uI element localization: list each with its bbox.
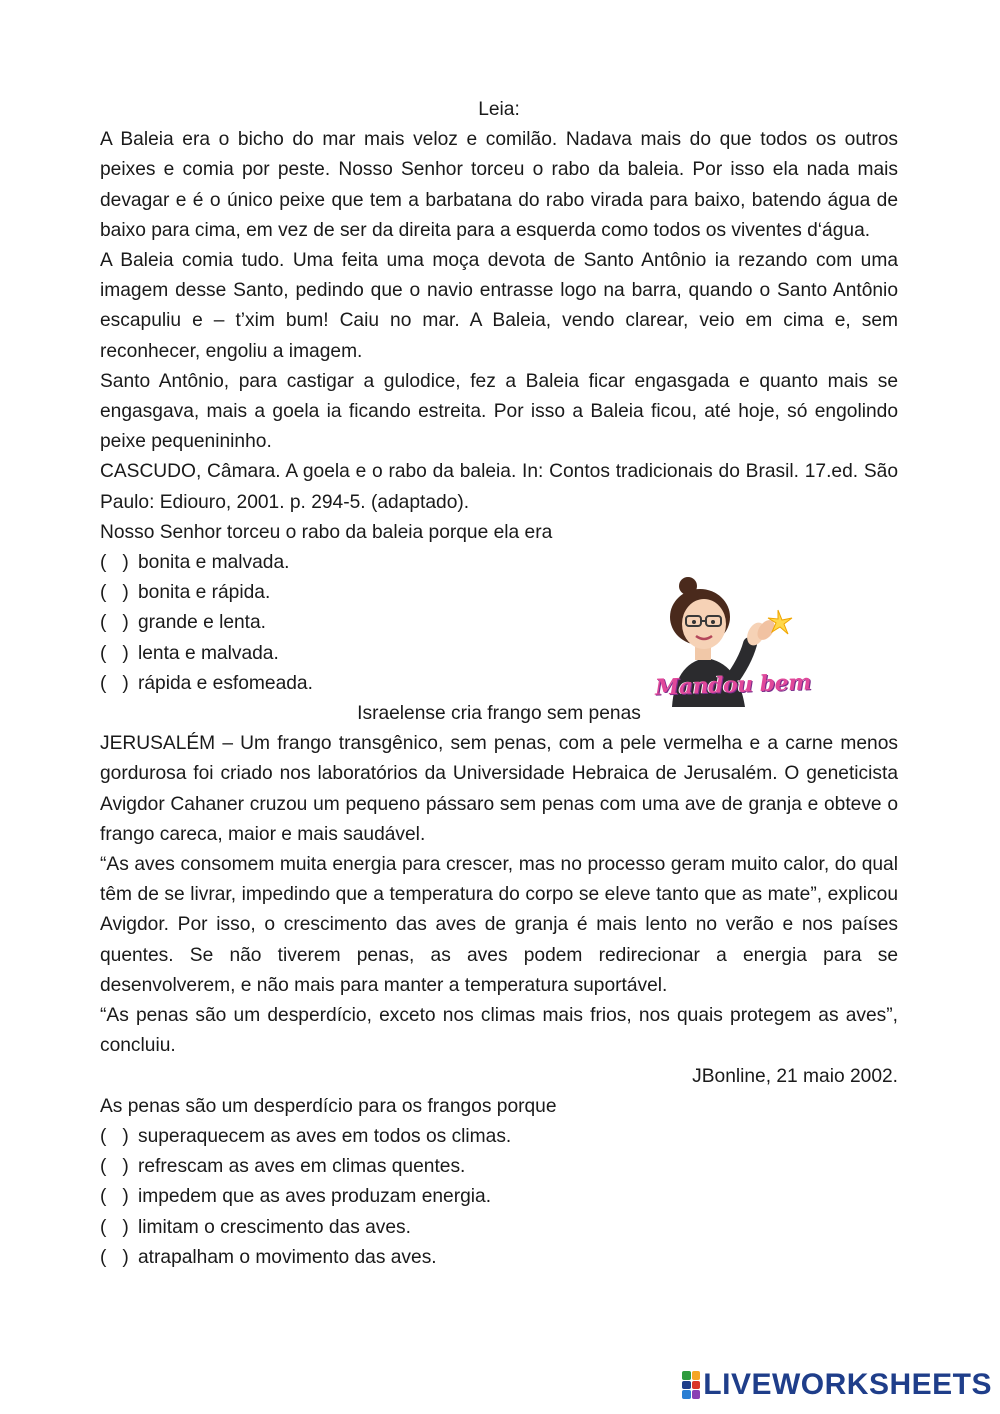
option-label: lenta e malvada. [138,642,279,664]
question-1: Nosso Senhor torceu o rabo da baleia porque ela era [100,521,553,543]
q2-option-1[interactable] [100,1122,898,1152]
checkbox-marker[interactable]: ( ) [100,1156,129,1178]
checkbox-marker[interactable]: ( ) [100,1216,129,1238]
option-label: atrapalham o movimento das aves. [138,1246,437,1268]
whale-paragraph-2: A Baleia comia tudo. Uma feita uma moça devota de Santo Antônio ia rezando com uma imagem desse Santo, pedindo que o navio entrasse logo na barra, quando o Santo Antônio escapuliu e – t’xim bum! Caiu no mar. A Baleia, vendo clarear, veio em cima e, sem reconhecer, engoliu a imagem. [100,250,898,362]
q2-option-4[interactable] [100,1213,898,1243]
heading-leia: Leia: [478,99,520,120]
option-label: limitam o crescimento das aves. [138,1216,411,1238]
checkbox-marker[interactable]: ( ) [100,672,129,694]
option-label: superaquecem as aves em todos os climas. [138,1125,512,1147]
checkbox-marker[interactable]: ( ) [100,1125,129,1147]
chicken-paragraph-2: “As aves consomem muita energia para crescer, mas no processo geram muito calor, do qual têm de se livrar, impedindo que a temperatura do corpo se eleve tanto que as mate”, explicou Avigdor. Por isso, o crescimento das aves de granja é mais lento no verão e nos países quentes. Se não tiverem penas, as aves podem redirecionar a energia para se desenvolverem, e não mais para manter a temperatura suportável. [100,854,898,996]
q2-option-5[interactable] [100,1243,898,1273]
brand-name: LIVEWORKSHEETS [703,1368,992,1401]
option-label: grande e lenta. [138,612,267,634]
article-title: Israelense cria frango sem penas [357,703,641,725]
checkbox-marker[interactable]: ( ) [100,1246,129,1268]
option-label: rápida e esfomeada. [138,672,313,694]
q2-option-2[interactable] [100,1152,898,1182]
checkbox-marker[interactable]: ( ) [100,582,129,604]
sticker-label: Mandou bem [654,669,812,701]
checkbox-marker[interactable]: ( ) [100,612,129,634]
liveworksheets-logo[interactable] [682,1368,992,1402]
option-label: bonita e rápida. [138,582,271,604]
checkbox-marker[interactable]: ( ) [100,552,129,574]
checkbox-marker[interactable]: ( ) [100,642,129,664]
option-label: impedem que as aves produzam energia. [138,1186,492,1208]
question-2: As penas são um desperdício para os frangos porque [100,1095,557,1117]
option-label: bonita e malvada. [138,552,290,574]
option-label: refrescam as aves em climas quentes. [138,1156,466,1178]
chicken-paragraph-3: “As penas são um desperdício, exceto nos climas mais frios, nos quais protegem as aves”, concluiu. [100,1005,898,1057]
q2-option-3[interactable] [100,1182,898,1212]
whale-paragraph-1: A Baleia era o bicho do mar mais veloz e comilão. Nadava mais do que todos os outros peixes e comia por peste. Nosso Senhor torceu o rabo da baleia. Por isso ela nada mais devagar e é o único peixe que tem a barbatana do rabo virada para baixo, batendo água de baixo para cima, em vez de ser da direita para a esquerda como todos os viventes d‘água. [100,129,898,241]
whale-citation: CASCUDO, Câmara. A goela e o rabo da baleia. In: Contos tradicionais do Brasil. 17.ed. São Paulo: Ediouro, 2001. p. 294-5. (adaptado). [100,461,898,513]
brand-grid-icon [682,1371,700,1399]
checkbox-marker[interactable]: ( ) [100,1186,129,1208]
article-source: JBonline, 21 maio 2002. [692,1065,898,1087]
chicken-paragraph-1: JERUSALÉM – Um frango transgênico, sem penas, com a pele vermelha e a carne menos gordurosa foi criado nos laboratórios da Universidade Hebraica de Jerusalém. O geneticista Avigdor Cahaner cruzou um pequeno pássaro sem penas com uma ave de granja e obteve o frango careca, maior e mais saudável. [100,733,898,845]
whale-paragraph-3: Santo Antônio, para castigar a gulodice, fez a Baleia ficar engasgada e quanto mais se engasgava, mais a goela ia ficando estreita. Por isso a Baleia ficou, até hoje, só engolindo peixe pequenininho. [100,370,898,453]
